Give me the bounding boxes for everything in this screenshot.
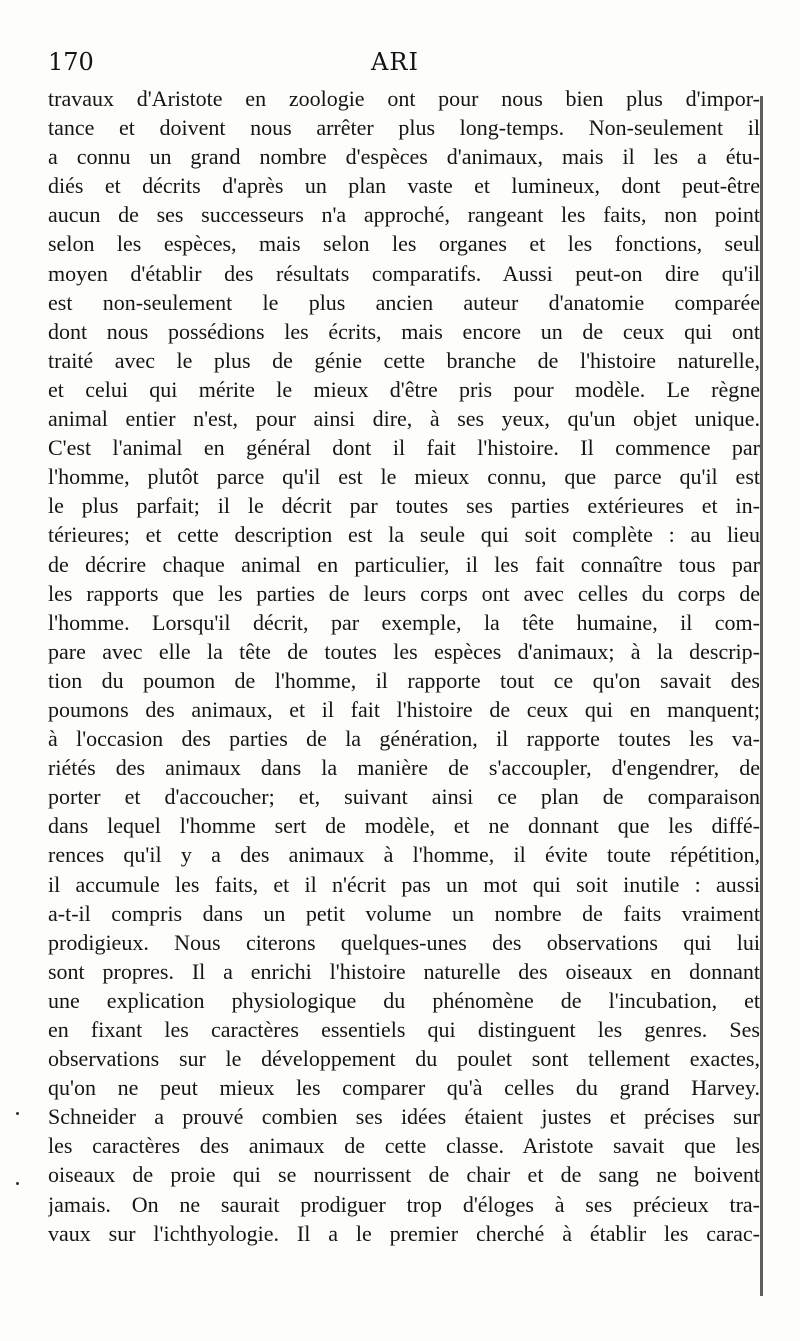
text-line: poumons des animaux, et il fait l'histoire de ceux qui en manquent;: [48, 696, 760, 722]
text-line: animal entier n'est, pour ainsi dire, à ses yeux, qu'un objet unique.: [48, 406, 760, 432]
text-line: sont propres. Il a enrichi l'histoire naturelle des oiseaux en donnant: [48, 958, 760, 984]
text-line: jamais. On ne saurait prodiguer trop d'éloges à ses précieux tra-: [48, 1191, 760, 1217]
page-header: [48, 48, 742, 82]
text-line: a-t-il compris dans un petit volume un nombre de faits vraiment: [48, 900, 760, 926]
text-line: dont nous possédions les écrits, mais encore un de ceux qui ont: [48, 318, 760, 344]
text-line: selon les espèces, mais selon les organes et les fonctions, seul: [48, 231, 760, 257]
text-line: térieures; et cette description est la seule qui soit complète : au lieu: [48, 522, 760, 548]
page-edge-rule: [760, 96, 763, 1296]
text-line: les caractères des animaux de cette classe. Aristote savait que les: [48, 1133, 760, 1159]
text-line: de décrire chaque animal en particulier, il les fait connaître tous par: [48, 551, 760, 577]
body-text: [48, 84, 760, 1248]
text-line: en fixant les caractères essentiels qui distinguent les genres. Ses: [48, 1017, 760, 1042]
text-line: vaux sur l'ichthyologie. Il a le premier cherché à établir les carac-: [48, 1220, 760, 1246]
text-line: à l'occasion des parties de la génération, il rapporte toutes les va-: [48, 726, 760, 752]
text-line: est non-seulement le plus ancien auteur d'anatomie comparée: [48, 289, 760, 315]
text-line: aucun de ses successeurs n'a approché, rangeant les faits, non point: [48, 202, 760, 228]
text-line: prodigieux. Nous citerons quelques-unes des observations qui lui: [48, 929, 760, 955]
text-line: moyen d'établir des résultats comparatifs. Aussi peut-on dire qu'il: [48, 260, 760, 286]
text-line: oiseaux de proie qui se nourrissent de chair et de sang ne boivent: [48, 1162, 760, 1188]
margin-dot: [16, 1112, 19, 1115]
text-line: tion du poumon de l'homme, il rapporte tout ce qu'on savait des: [48, 667, 760, 693]
text-line: travaux d'Aristote en zoologie ont pour nous bien plus d'impor-: [48, 86, 760, 111]
text-line: porter et d'accoucher; et, suivant ainsi ce plan de comparaison: [48, 784, 760, 810]
text-line: pare avec elle la tête de toutes les espèces d'animaux; à la descrip-: [48, 638, 760, 664]
text-line: rences qu'il y a des animaux à l'homme, il évite toute répétition,: [48, 842, 760, 868]
text-line: l'homme. Lorsqu'il décrit, par exemple, la tête humaine, il com-: [48, 609, 760, 635]
text-line: traité avec le plus de génie cette branche de l'histoire naturelle,: [48, 347, 760, 373]
text-line: riétés des animaux dans la manière de s'accoupler, d'engendrer, de: [48, 755, 760, 781]
text-line: dans lequel l'homme sert de modèle, et ne donnant que les diffé-: [48, 813, 760, 839]
text-line: une explication physiologique du phénomène de l'incubation, et: [48, 987, 760, 1013]
text-line: C'est l'animal en général dont il fait l'histoire. Il commence par: [48, 435, 760, 461]
text-line: les rapports que les parties de leurs corps ont avec celles du corps de: [48, 580, 760, 606]
text-line: il accumule les faits, et il n'écrit pas un mot qui soit inutile : aussi: [48, 871, 760, 897]
text-line: observations sur le développement du poulet sont tellement exactes,: [48, 1046, 760, 1072]
running-head: ARI: [371, 48, 419, 76]
text-line: Schneider a prouvé combien ses idées étaient justes et précises sur: [48, 1104, 760, 1130]
text-line: et celui qui mérite le mieux d'être pris pour modèle. Le règne: [48, 376, 760, 402]
text-line: tance et doivent nous arrêter plus long-temps. Non-seulement il: [48, 115, 760, 141]
text-line: le plus parfait; il le décrit par toutes ses parties extérieures et in-: [48, 493, 760, 519]
text-line: qu'on ne peut mieux les comparer qu'à celles du grand Harvey.: [48, 1075, 760, 1101]
text-line: l'homme, plutôt parce qu'il est le mieux connu, que parce qu'il est: [48, 464, 760, 490]
margin-dot: [16, 1182, 19, 1185]
text-line: a connu un grand nombre d'espèces d'animaux, mais il les a étu-: [48, 144, 760, 170]
page-number: 170: [48, 48, 94, 76]
text-line: diés et décrits d'après un plan vaste et lumineux, dont peut-être: [48, 173, 760, 199]
